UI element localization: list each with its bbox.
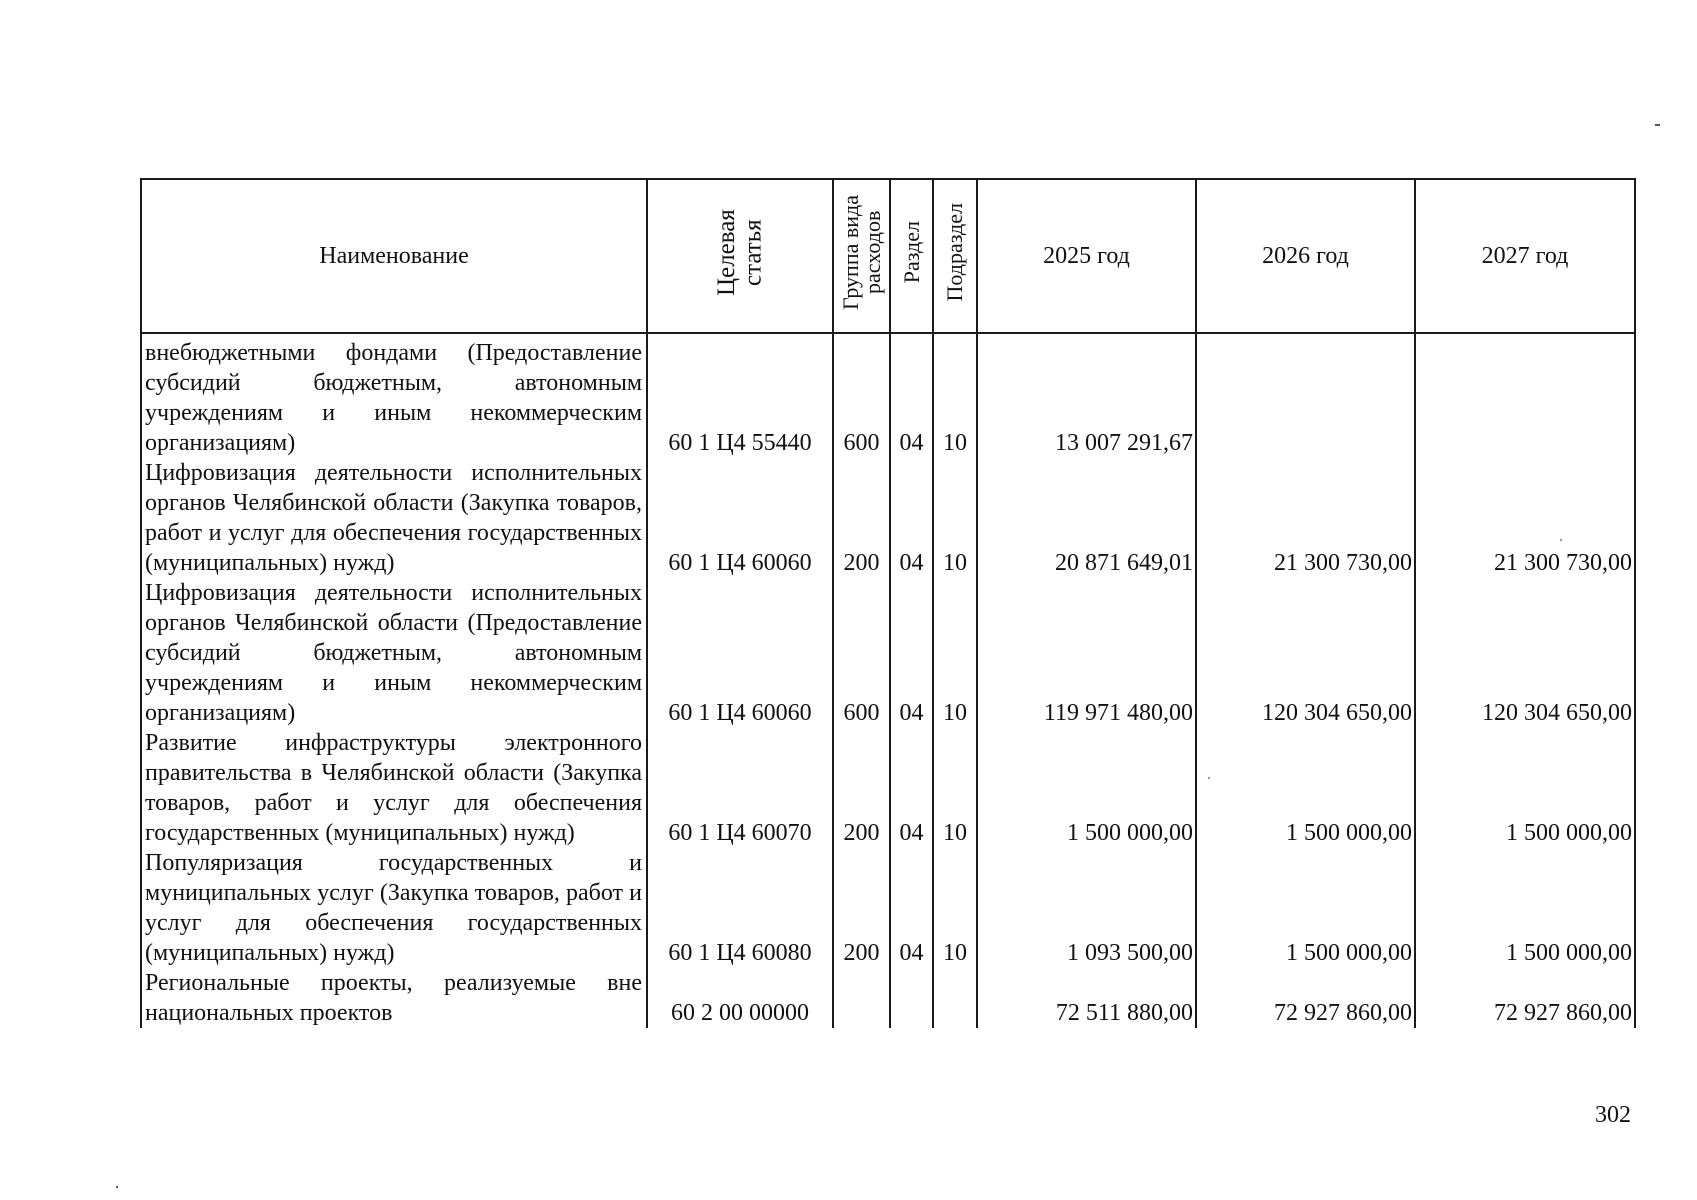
header-year-2025: 2025 год	[977, 179, 1196, 333]
scan-speck	[1560, 539, 1562, 541]
row-amount-2027: 1 500 000,00	[1415, 848, 1635, 968]
header-expense-group: Группа вида расходов	[833, 179, 890, 333]
header-name: Наименование	[141, 179, 647, 333]
row-subsection: 10	[933, 333, 977, 458]
header-subsection: Подраздел	[933, 179, 977, 333]
row-amount-2026: 1 500 000,00	[1196, 728, 1415, 848]
row-target-article: 60 1 Ц4 60060	[647, 458, 833, 578]
row-section: 04	[890, 333, 933, 458]
row-expense-group	[833, 968, 890, 1028]
row-expense-group: 600	[833, 578, 890, 728]
row-amount-2026: 21 300 730,00	[1196, 458, 1415, 578]
row-subsection: 10	[933, 578, 977, 728]
table-row	[141, 578, 1635, 728]
table-row	[141, 458, 1635, 578]
row-section: 04	[890, 728, 933, 848]
row-amount-2026: 120 304 650,00	[1196, 578, 1415, 728]
row-subsection	[933, 968, 977, 1028]
row-subsection: 10	[933, 848, 977, 968]
row-amount-2027: 21 300 730,00	[1415, 458, 1635, 578]
row-section: 04	[890, 848, 933, 968]
row-subsection: 10	[933, 728, 977, 848]
row-amount-2027	[1415, 333, 1635, 458]
row-amount-2026: 1 500 000,00	[1196, 848, 1415, 968]
row-expense-group: 200	[833, 848, 890, 968]
row-amount-2026	[1196, 333, 1415, 458]
row-section: 04	[890, 458, 933, 578]
row-target-article: 60 1 Ц4 60080	[647, 848, 833, 968]
row-name: внебюджетными фондами (Предоставление субсидий бюджетным, автономным учреждениям и иным некоммерческим организациям)	[141, 333, 647, 458]
row-target-article: 60 1 Ц4 60060	[647, 578, 833, 728]
row-name: Региональные проекты, реализуемые вне национальных проектов	[141, 968, 647, 1028]
row-amount-2025: 72 511 880,00	[977, 968, 1196, 1028]
row-section: 04	[890, 578, 933, 728]
scan-speck	[1208, 777, 1210, 779]
row-amount-2025: 20 871 649,01	[977, 458, 1196, 578]
table-row	[141, 968, 1635, 1028]
table-header	[141, 179, 1635, 333]
row-target-article: 60 1 Ц4 60070	[647, 728, 833, 848]
row-amount-2025: 1 500 000,00	[977, 728, 1196, 848]
row-expense-group: 600	[833, 333, 890, 458]
header-target-article: Целевая статья	[647, 179, 833, 333]
row-subsection: 10	[933, 458, 977, 578]
row-amount-2025: 1 093 500,00	[977, 848, 1196, 968]
row-amount-2027: 1 500 000,00	[1415, 728, 1635, 848]
budget-table	[140, 178, 1636, 1028]
row-amount-2025: 119 971 480,00	[977, 578, 1196, 728]
row-expense-group: 200	[833, 458, 890, 578]
page-number: 302	[1595, 1102, 1631, 1128]
scan-speck	[116, 1186, 118, 1188]
row-name: Цифровизация деятельности исполнительных органов Челябинской области (Закупка товаров, работ и услуг для обеспечения государственных (муниципальных) нужд)	[141, 458, 647, 578]
row-expense-group: 200	[833, 728, 890, 848]
row-name: Популяризация государственных и муниципальных услуг (Закупка товаров, работ и услуг для обеспечения государственных (муниципальных) нужд)	[141, 848, 647, 968]
table-row	[141, 728, 1635, 848]
row-name: Цифровизация деятельности исполнительных органов Челябинской области (Предоставление субсидий бюджетным, автономным учреждениям и иным некоммерческим организациям)	[141, 578, 647, 728]
header-section: Раздел	[890, 179, 933, 333]
header-year-2026: 2026 год	[1196, 179, 1415, 333]
row-section	[890, 968, 933, 1028]
header-year-2027: 2027 год	[1415, 179, 1635, 333]
row-target-article: 60 2 00 00000	[647, 968, 833, 1028]
row-target-article: 60 1 Ц4 55440	[647, 333, 833, 458]
table-row	[141, 848, 1635, 968]
table-body	[141, 333, 1635, 1028]
scan-speck	[1655, 124, 1660, 126]
row-name: Развитие инфраструктуры электронного правительства в Челябинской области (Закупка товаров, работ и услуг для обеспечения государственных (муниципальных) нужд)	[141, 728, 647, 848]
row-amount-2025: 13 007 291,67	[977, 333, 1196, 458]
row-amount-2027: 120 304 650,00	[1415, 578, 1635, 728]
row-amount-2027: 72 927 860,00	[1415, 968, 1635, 1028]
row-amount-2026: 72 927 860,00	[1196, 968, 1415, 1028]
table-row	[141, 333, 1635, 458]
